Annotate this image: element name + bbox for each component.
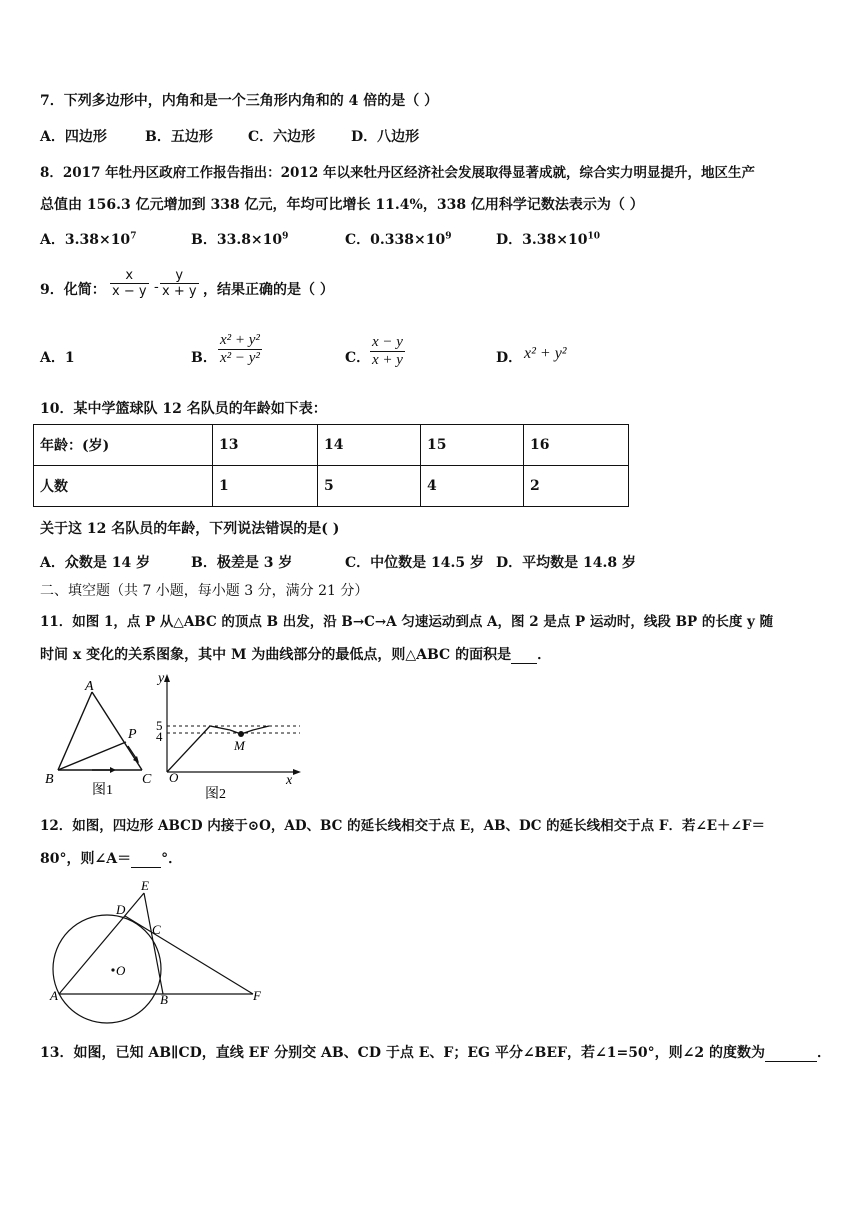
caption-fig1: 图1 <box>92 783 113 798</box>
q8-option-a: A．$3.38\times 10^7$ <box>40 231 137 248</box>
label-b: B <box>160 992 168 1007</box>
q7-option-b: B．五边形 <box>145 129 213 145</box>
answer-blank[interactable] <box>765 1045 817 1062</box>
q9-fraction-1 <box>110 268 149 299</box>
q9-frac2-denominator: x + y <box>162 284 197 299</box>
arrow-right-icon <box>110 767 116 773</box>
label-5: 5 <box>156 718 163 733</box>
q9-fraction-2 <box>160 268 199 299</box>
q9-option-c-denominator: x + y <box>372 352 403 368</box>
circle-o <box>53 915 161 1023</box>
table-row <box>34 466 629 507</box>
table-cell: 1 <box>213 466 318 507</box>
q10-option-c: C．中位数是 14.5 岁 <box>345 555 484 571</box>
q7-option-d: D．八边形 <box>351 129 420 145</box>
q7-stem: 7．下列多边形中，内角和是一个三角形内角和的 4 倍的是（ ） <box>40 93 439 109</box>
line-be <box>144 893 163 994</box>
label-f: F <box>253 988 261 1003</box>
q12-line1: 12．如图，四边形 ABCD 内接于⊙O，AD、BC 的延长线相交于点 E，AB、DC 的延长线相交于点 F．若∠E＋∠F＝ <box>40 818 765 834</box>
q9-frac1-numerator: x <box>125 268 134 283</box>
q9-option-d-label: D． <box>496 350 523 366</box>
arrow-up-icon <box>164 674 170 682</box>
q9-option-b-label: B． <box>191 350 217 366</box>
arrow-shaft-2 <box>128 746 136 758</box>
answer-blank[interactable] <box>131 851 161 868</box>
q13-line: 13．如图，已知 AB∥CD，直线 EF 分别交 AB、CD 于点 E、F；EG 平分∠BEF，若∠1=50°，则∠2 的度数为 ． <box>40 1045 832 1061</box>
q8-line1: 8．2017 年牡丹区政府工作报告指出：2012 年以来牡丹区经济社会发展取得显著成就，综合实力明显提升，地区生产 <box>40 165 755 181</box>
table-row <box>34 425 629 466</box>
label-y: y <box>158 672 165 686</box>
q11-figure-2 <box>155 672 305 800</box>
table-cell: 14 <box>318 425 421 466</box>
table-cell: 13 <box>213 425 318 466</box>
q9-prefix: 9．化简： <box>40 282 106 298</box>
q9-frac2-numerator: y <box>175 268 184 283</box>
q11-line2: 时间 x 变化的关系图象，其中 M 为曲线部分的最低点，则△ABC 的面积是 ． <box>40 647 552 663</box>
table-cell: 人数 <box>34 466 213 507</box>
arrow-right-icon <box>293 769 301 775</box>
caption-fig2: 图2 <box>205 787 226 800</box>
label-b: B <box>45 772 54 787</box>
label-4: 4 <box>156 729 163 744</box>
q9-frac1-denominator: x − y <box>112 284 147 299</box>
q12-line2: 80°，则∠A＝ °． <box>40 851 183 867</box>
label-o: O <box>116 963 126 978</box>
q9-option-c-numerator: x − y <box>372 334 403 350</box>
table-cell: 15 <box>421 425 524 466</box>
q11-figure-1 <box>40 672 170 800</box>
q8-option-d: D．$3.38\times 10^{10}$ <box>496 231 600 248</box>
section-heading: 二、填空题（共 7 小题，每小题 3 分，满分 21 分） <box>40 583 369 599</box>
label-m: M <box>234 738 245 753</box>
q9-option-c-label: C． <box>345 350 371 366</box>
q8-option-b: B．$33.8\times 10^9$ <box>191 231 289 248</box>
label-c: C <box>152 922 161 937</box>
table-cell: 5 <box>318 466 421 507</box>
q7-option-a: A．四边形 <box>40 129 107 145</box>
q10-stem: 10．某中学篮球队 12 名队员的年龄如下表： <box>40 401 327 417</box>
label-p: P <box>128 727 137 742</box>
line-ae <box>59 893 144 994</box>
q7-option-c: C．六边形 <box>248 129 316 145</box>
q9-option-a: A．1 <box>40 350 75 366</box>
q12-figure <box>45 876 275 1031</box>
q11-line1: 11．如图 1，点 P 从△ABC 的顶点 B 出发，沿 B→C→A 匀速运动到点 A，图 2 是点 P 运动时，线段 BP 的长度 y 随 <box>40 614 774 630</box>
q9-option-b-fraction <box>218 332 262 367</box>
q8-option-c: C．$0.338\times 10^9$ <box>345 231 452 248</box>
q9-minus: - <box>154 279 159 295</box>
table-cell: 2 <box>524 466 629 507</box>
point-m <box>238 731 244 737</box>
table-cell: 16 <box>524 425 629 466</box>
label-e: E <box>141 878 149 893</box>
q9-option-d-expr: x² + y² <box>524 345 567 362</box>
age-table <box>33 424 629 507</box>
q9-option-b-numerator: x² + y² <box>220 332 260 348</box>
q9-option-c-fraction <box>370 334 405 369</box>
q10-option-a: A．众数是 14 岁 <box>40 555 151 571</box>
center-o <box>111 968 114 971</box>
q10-option-d: D．平均数是 14.8 岁 <box>496 555 636 571</box>
table-cell: 4 <box>421 466 524 507</box>
line-df <box>125 916 253 994</box>
answer-blank[interactable] <box>511 647 537 664</box>
label-a: A <box>50 988 58 1003</box>
q10-option-b: B．极差是 3 岁 <box>191 555 293 571</box>
q9-option-b-denominator: x² − y² <box>220 350 260 366</box>
label-d: D <box>116 902 126 917</box>
q8-line2: 总值由 156.3 亿元增加到 338 亿元，年均可比增长 11.4%，338 亿用科学记数法表示为（ ） <box>40 197 644 213</box>
q10-question: 关于这 12 名队员的年龄，下列说法错误的是( ) <box>40 521 340 537</box>
label-c: C <box>142 772 152 787</box>
label-x: x <box>286 773 293 788</box>
label-a: A <box>85 679 94 694</box>
label-origin: O <box>169 770 179 785</box>
table-cell: 年龄：(岁) <box>34 425 213 466</box>
q9-suffix: ，结果正确的是（ ） <box>203 282 334 298</box>
